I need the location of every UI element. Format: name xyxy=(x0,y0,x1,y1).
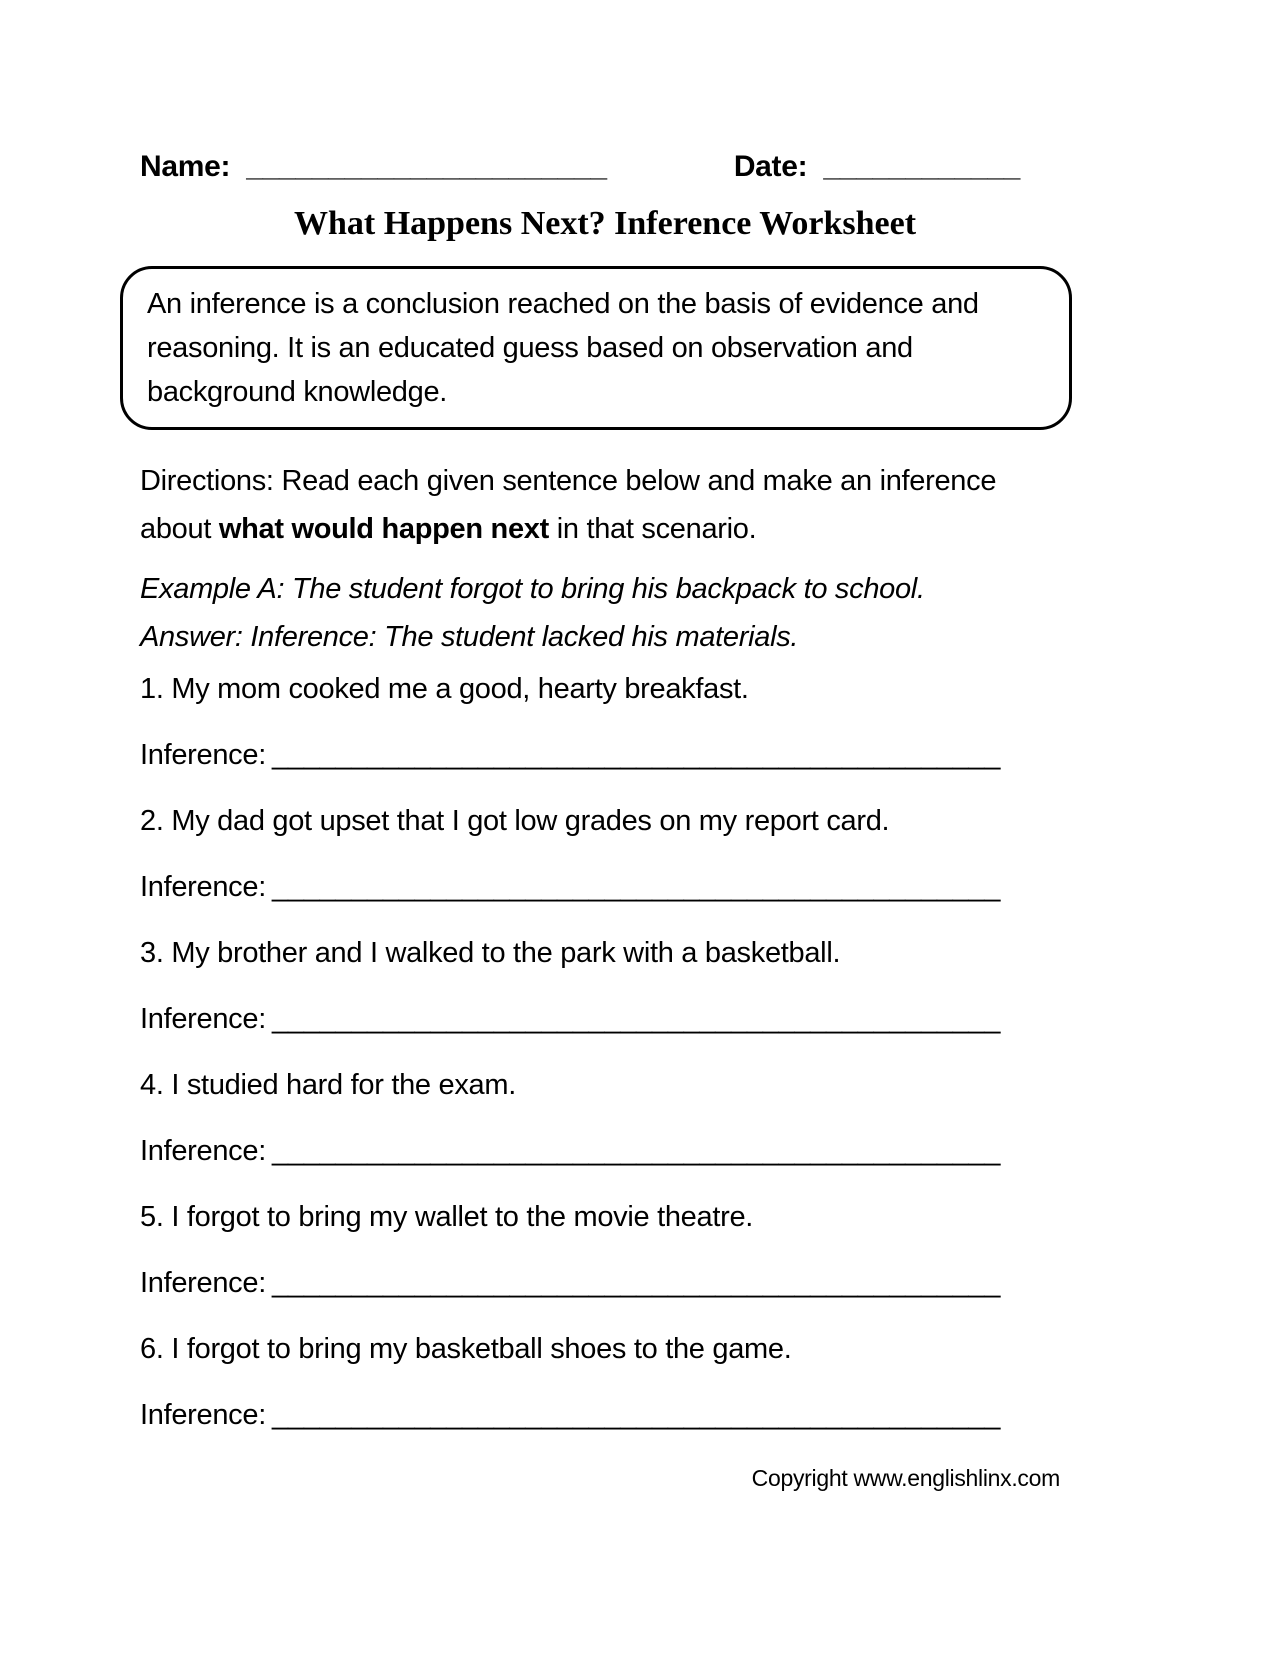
name-date-row xyxy=(140,148,1020,186)
copyright: Copyright www.englishlinx.com xyxy=(751,1465,1060,1491)
inference-blank: ______________________________________________ xyxy=(271,1003,1001,1035)
name-field xyxy=(140,148,607,186)
inference-line-2 xyxy=(140,872,1070,902)
inference-label: Inference: xyxy=(140,1135,266,1167)
inference-label: Inference: xyxy=(140,1003,266,1035)
inference-line-4 xyxy=(140,1136,1070,1166)
date-field xyxy=(734,148,1020,186)
inference-line-5 xyxy=(140,1268,1070,1298)
date-label: Date: xyxy=(733,150,808,183)
page-title: What Happens Next? Inference Worksheet xyxy=(293,205,917,242)
inference-blank: ______________________________________________ xyxy=(271,871,1001,903)
definition-text: An inference is a conclusion reached on the basis of evidence and reasoning. It is an educated guess based on observation and background knowledge. xyxy=(147,288,979,408)
example-line1: Example A: The student forgot to bring his backpack to school. xyxy=(140,573,925,605)
inference-label: Inference: xyxy=(140,1267,266,1299)
inference-line-6 xyxy=(140,1400,1070,1430)
inference-line-3 xyxy=(140,1004,1070,1034)
directions-prefix: Directions: Read each given sentence below and make an inference about xyxy=(140,465,997,545)
question-text-1: 1. My mom cooked me a good, hearty breakfast. xyxy=(140,673,749,705)
question-text-4: 4. I studied hard for the exam. xyxy=(140,1069,516,1101)
date-blank: ____________ xyxy=(823,150,1020,183)
question-text-2: 2. My dad got upset that I got low grades on my report card. xyxy=(140,805,890,837)
question-text-6: 6. I forgot to bring my basketball shoes to the game. xyxy=(140,1333,792,1365)
inference-blank: ______________________________________________ xyxy=(271,739,1001,771)
name-blank: ______________________ xyxy=(246,150,607,183)
inference-blank: ______________________________________________ xyxy=(271,1267,1001,1299)
question-text-5: 5. I forgot to bring my wallet to the movie theatre. xyxy=(140,1201,754,1233)
directions-suffix: in that scenario. xyxy=(548,513,757,545)
definition-box xyxy=(120,266,1072,430)
inference-line-1 xyxy=(140,740,1070,770)
inference-label: Inference: xyxy=(140,1399,266,1431)
name-label: Name: xyxy=(140,150,231,183)
question-text-3: 3. My brother and I walked to the park with a basketball. xyxy=(140,937,841,969)
example-block xyxy=(140,565,1070,661)
worksheet-content xyxy=(140,0,1070,1430)
directions-bold: what would happen next xyxy=(218,513,549,545)
questions-list xyxy=(140,674,1070,1430)
inference-label: Inference: xyxy=(140,739,266,771)
example-line2: Answer: Inference: The student lacked his materials. xyxy=(140,621,799,653)
inference-blank: ______________________________________________ xyxy=(271,1135,1001,1167)
directions xyxy=(140,457,1050,553)
inference-blank: ______________________________________________ xyxy=(271,1399,1001,1431)
inference-label: Inference: xyxy=(140,871,266,903)
